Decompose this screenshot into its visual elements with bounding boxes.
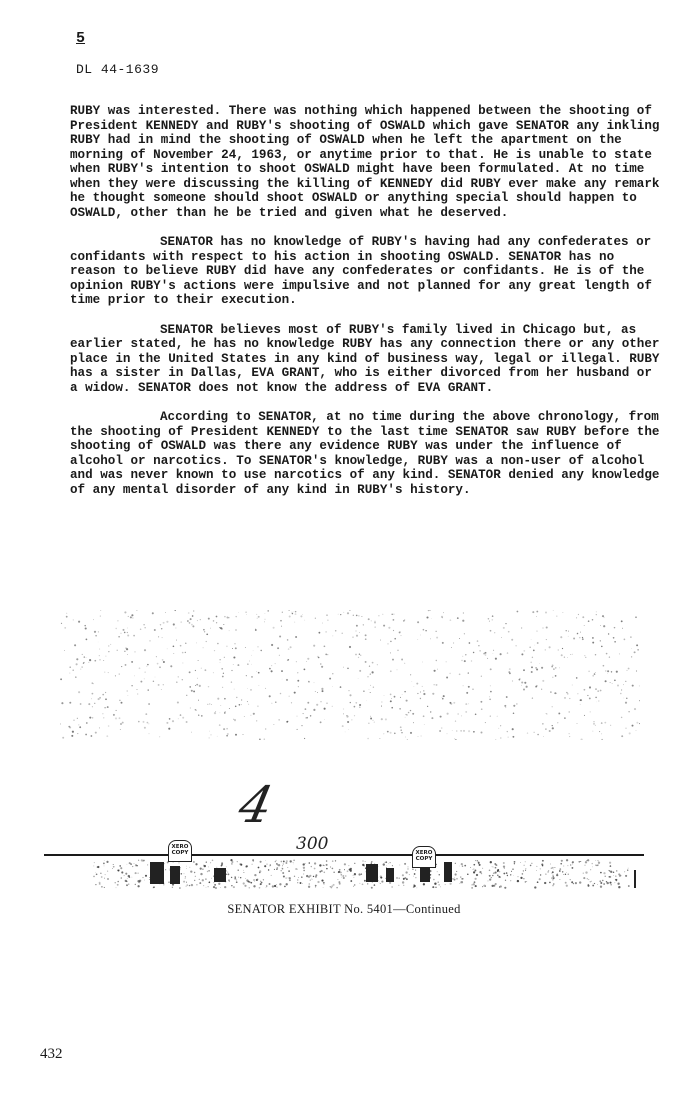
paragraph-4: According to SENATOR, at no time during the above chronology, from the shooting of President KENNEDY to the last time SENATOR saw RUBY before the shooting of OSWALD was there any evidence RUBY was under the influence of alcohol or narcotics. To SENATOR's knowledge, RUBY was a non-user of alcohol and was never known to use narcotics of any kind. SENATOR denied any knowledge of any mental disorder of any kind in RUBY's history. [70, 410, 660, 497]
paragraph-3: SENATOR believes most of RUBY's family lived in Chicago but, as earlier stated, he has no knowledge RUBY has any connection there or any other place in the United States in any kind of business way, legal or illegal. RUBY has a sister in Dallas, EVA GRANT, who is either divorced from her husband or a widow. SENATOR does not know the address of EVA GRANT. [70, 322, 660, 395]
document-body [70, 104, 660, 512]
exhibit-caption: SENATOR EXHIBIT No. 5401—Continued [227, 902, 461, 916]
book-page-number: 432 [40, 1046, 63, 1062]
handwritten-300: 300 [296, 834, 329, 854]
xero-copy-stamp: XERO COPY [168, 840, 192, 862]
xero-copy-stamp: XERO COPY [412, 846, 436, 868]
handwritten-four: 4 [233, 776, 278, 834]
page-number: 5 [76, 30, 86, 47]
photocopy-noise [60, 610, 640, 740]
paragraph-2: SENATOR has no knowledge of RUBY's having had any confederates or confidants with respect to his action in shooting OSWALD. SENATOR has no reason to believe RUBY did have any confederates or confidants. He is of the opinion RUBY's actions were impulsive and not planned for any great length of time prior to their execution. [70, 235, 652, 307]
file-number: DL 44-1639 [76, 62, 160, 77]
paragraph-1: RUBY was interested. There was nothing which happened between the shooting of President KENNEDY and RUBY's shooting of OSWALD which gave SENATOR any inkling RUBY had in mind the shooting of OSWALD when he left the apartment on the morning of November 24, 1963, or anytime prior to that. He is unable to state when RUBY's intention to shoot OSWALD might have been formulated. At no time when they were discussing the killing of KENNEDY did RUBY ever make any remark he thought someone should shoot OSWALD or anything special should happen to OSWALD, other than he be tried and given what he deserved. [70, 104, 660, 220]
